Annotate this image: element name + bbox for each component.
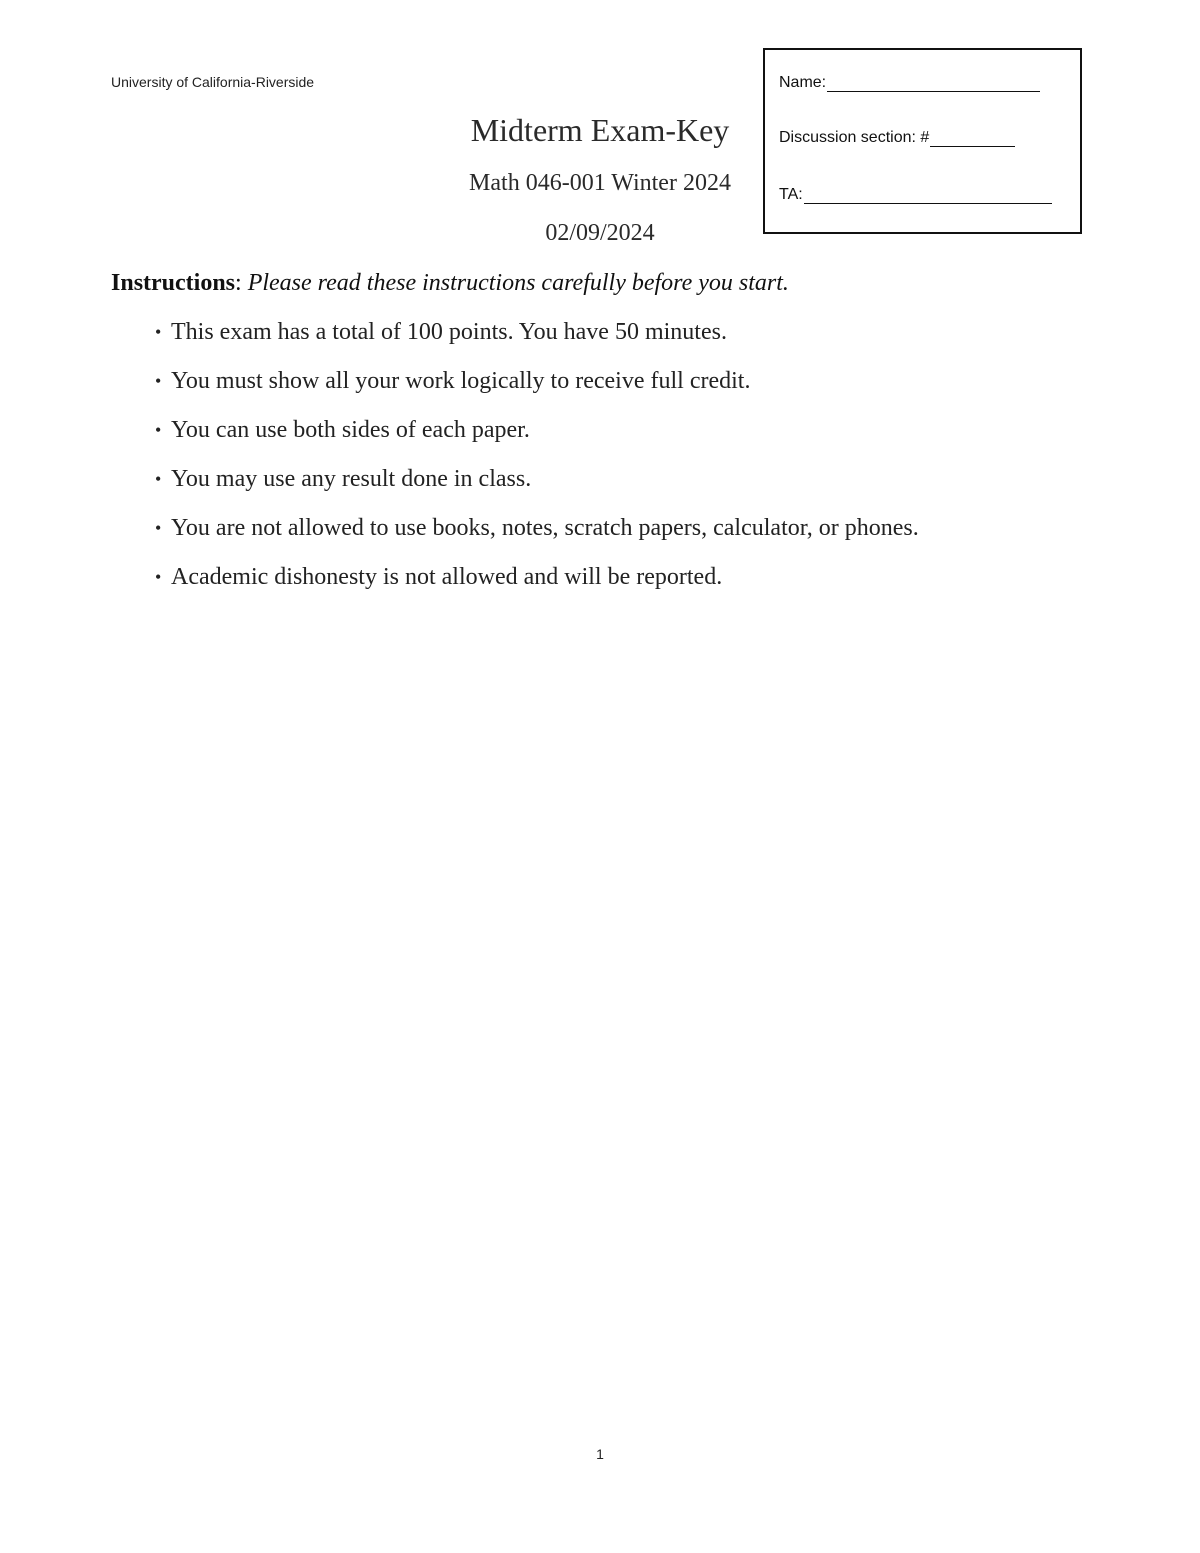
bullet-icon: • — [155, 322, 162, 342]
list-item — [155, 462, 919, 511]
list-item — [155, 364, 919, 413]
discussion-section-field[interactable] — [779, 129, 1015, 147]
list-item — [155, 413, 919, 462]
exam-date: 02/09/2024 — [545, 220, 655, 246]
instructions-list — [155, 315, 919, 609]
ta-field[interactable] — [779, 186, 1052, 204]
name-blank-line[interactable] — [827, 77, 1040, 92]
instructions-subtitle: Please read these instructions carefully before you start. — [247, 270, 789, 296]
discussion-section-blank-line[interactable] — [930, 132, 1015, 147]
instruction-text: Academic dishonesty is not allowed and will be reported. — [171, 564, 723, 590]
bullet-icon: • — [155, 469, 162, 489]
name-field[interactable] — [779, 74, 1040, 92]
ta-blank-line[interactable] — [804, 189, 1052, 204]
list-item — [155, 511, 919, 560]
ta-label: TA: — [779, 186, 803, 203]
name-label: Name: — [779, 74, 827, 91]
student-info-box — [763, 48, 1082, 234]
exam-title: Midterm Exam-Key — [470, 112, 730, 148]
instruction-text: You may use any result done in class. — [171, 466, 532, 492]
list-item — [155, 560, 919, 609]
bullet-icon: • — [155, 420, 162, 440]
instruction-text: You can use both sides of each paper. — [171, 417, 530, 443]
instructions-heading — [111, 270, 789, 297]
instructions-label: Instructions — [111, 270, 236, 296]
discussion-section-label: Discussion section: # — [779, 129, 930, 146]
bullet-icon: • — [155, 518, 162, 538]
course-title: Math 046-001 Winter 2024 — [469, 170, 731, 196]
instruction-text: You are not allowed to use books, notes, scratch papers, calculator, or phones. — [171, 515, 919, 541]
university-name: University of California-Riverside — [111, 74, 315, 90]
list-item — [155, 315, 919, 364]
instructions-separator: : — [235, 270, 248, 296]
page-number: 1 — [596, 1446, 604, 1462]
instruction-text: This exam has a total of 100 points. You have 50 minutes. — [171, 319, 727, 345]
instruction-text: You must show all your work logically to receive full credit. — [171, 368, 751, 394]
bullet-icon: • — [155, 567, 162, 587]
bullet-icon: • — [155, 371, 162, 391]
